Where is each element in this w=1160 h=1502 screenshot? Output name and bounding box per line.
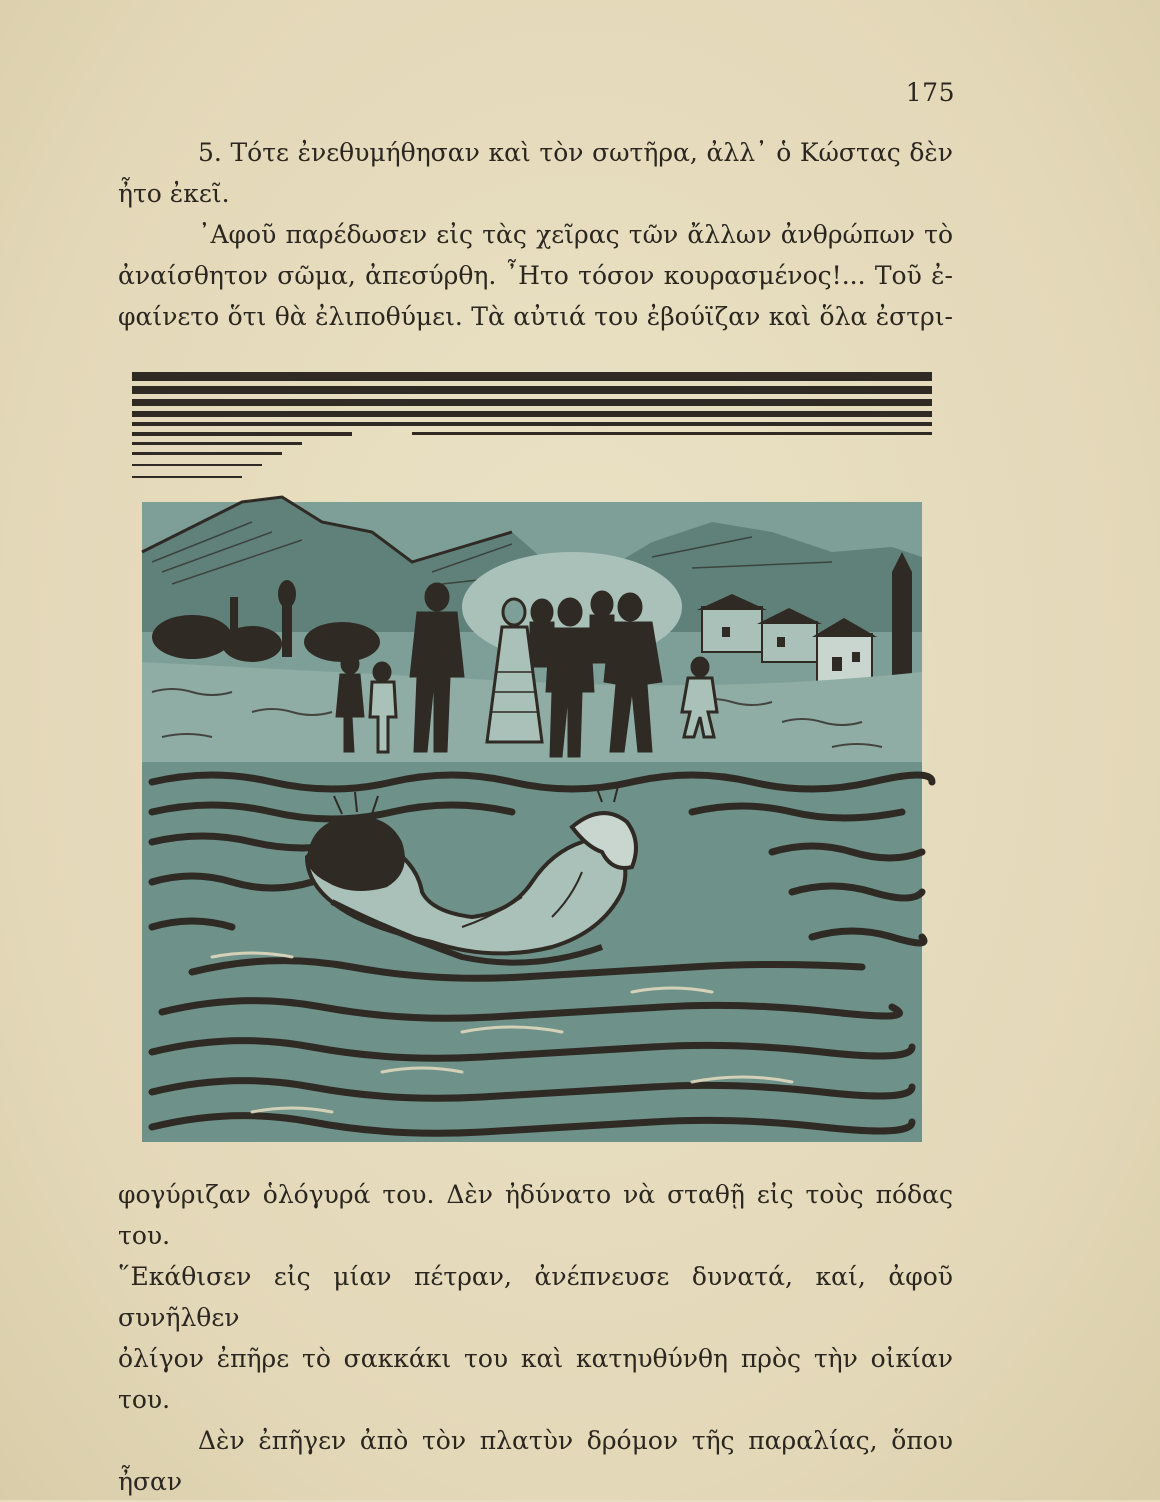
text-line: φογύριζαν ὁλόγυρά του. Δὲν ἠδύνατο νὰ σταθῇ εἰς τοὺς πόδας του. <box>118 1180 953 1250</box>
bottom-text-block <box>118 1174 953 1502</box>
text-line: ὀλίγον ἐπῆρε τὸ σακκάκι του καὶ κατηυθύνθη πρὸς τὴν οἰκίαν του. <box>118 1344 953 1414</box>
text-line: Δὲν ἐπῆγεν ἀπὸ τὸν πλατὺν δρόμον τῆς παραλίας, ὅπου ἦσαν <box>118 1426 953 1496</box>
page-number: 175 <box>905 78 955 107</box>
text-line: φαίνετο ὅτι θὰ ἐλιποθύμει. Τὰ αὐτιά του ἐβούϊζαν καὶ ὅλα ἐστρι- <box>118 302 953 331</box>
text-line: 5. Τότε ἐνεθυμήθησαν καὶ τὸν σωτῆρα, ἀλλ᾽ ὁ Κώστας δὲν <box>198 138 953 167</box>
text-line: ἀναίσθητον σῶμα, ἀπεσύρθη. ῏Ητο τόσον κουρασμένος!... Τοῦ ἐ- <box>118 261 953 290</box>
top-text-block <box>118 132 953 337</box>
text-line: ᾿Αφοῦ παρέδωσεν εἰς τὰς χεῖρας τῶν ἄλλων ἀνθρώπων τὸ <box>198 220 953 249</box>
text-line: ἦτο ἐκεῖ. <box>118 179 230 208</box>
text-line: ῞Εκάθισεν εἰς μίαν πέτραν, ἀνέπνευσε δυνατά, καί, ἀφοῦ συνῆλθεν <box>118 1262 953 1332</box>
woodcut-illustration <box>132 372 937 1147</box>
sky-stripes <box>132 372 932 478</box>
